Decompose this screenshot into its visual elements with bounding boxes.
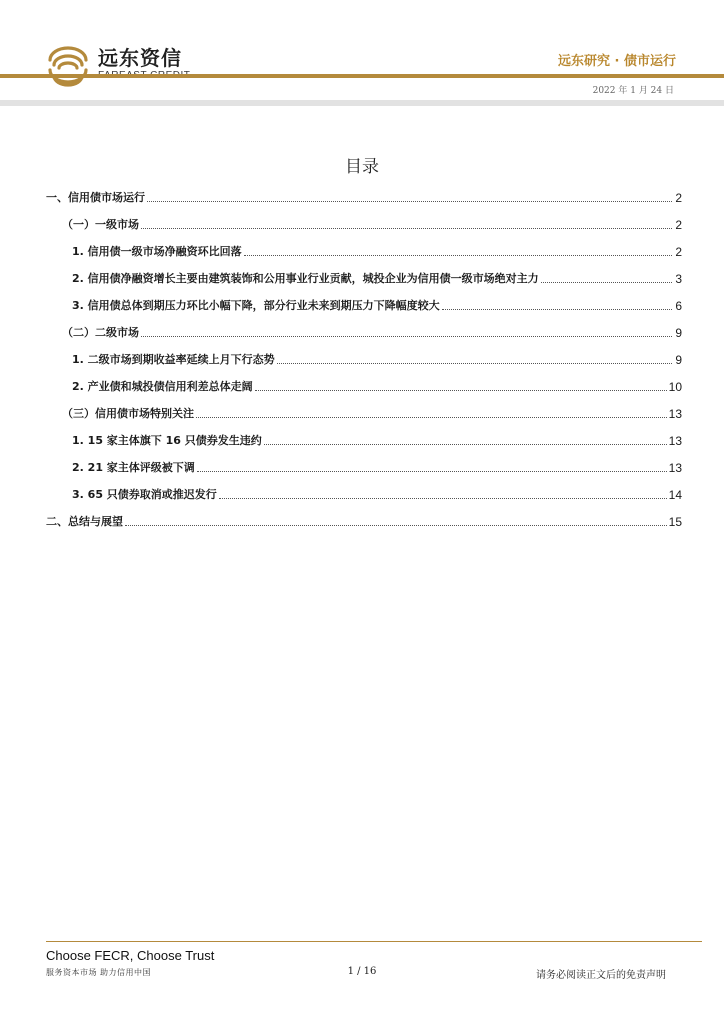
header-band [0,100,724,106]
toc-entry-page: 13 [668,407,682,421]
toc-entry[interactable] [46,450,682,477]
toc-leader [125,525,667,526]
toc-leader [277,363,672,364]
toc-entry[interactable] [46,207,682,234]
toc-entry-page: 9 [675,353,682,367]
toc-leader [197,471,667,472]
footer-slogan-english: Choose FECR, Choose Trust [46,948,215,963]
toc-entry-page: 2 [675,245,682,259]
toc-entry-page: 13 [668,461,682,475]
footer-slogan-chinese: 服务资本市场 助力信用中国 [46,968,152,977]
toc-leader [264,444,667,445]
page-number: 1 / 16 [347,966,377,977]
company-logo [44,40,190,88]
toc-entry-page: 9 [675,326,682,340]
toc-entry-label: 3. 信用债总体到期压力环比小幅下降，部分行业未来到期压力下降幅度较大 [72,299,440,312]
header-divider [0,74,724,78]
toc-entry-page: 10 [668,380,682,394]
toc-entry[interactable] [46,315,682,342]
toc-leader [141,336,672,337]
toc-entry-page: 14 [668,488,682,502]
toc-entry-label: 二、总结与展望 [46,515,123,528]
toc-entry[interactable] [46,342,682,369]
toc-entry-label: 2. 信用债净融资增长主要由建筑装饰和公用事业行业贡献，城投企业为信用债一级市场绝对主力 [72,272,539,285]
toc-leader [196,417,667,418]
toc-entry[interactable] [46,180,682,207]
toc-entry-label: 一、信用债市场运行 [46,191,145,204]
fareast-logo-icon [44,40,92,88]
toc-entry-label: 2. 21 家主体评级被下调 [72,461,195,474]
toc-entry-label: （一）一级市场 [62,218,139,231]
disclaimer-note: 请务必阅读正文后的免责声明 [536,970,666,981]
toc-entry-page: 2 [675,218,682,232]
toc-entry[interactable] [46,477,682,504]
table-of-contents [46,180,682,531]
toc-leader [244,255,672,256]
toc-entry[interactable] [46,423,682,450]
report-section: 远东研究 · 债市运行 [558,54,676,69]
toc-entry-label: 3. 65 只债券取消或推迟发行 [72,488,217,501]
toc-leader [219,498,667,499]
toc-entry-page: 6 [675,299,682,313]
toc-entry-label: （三）信用债市场特别关注 [62,407,194,420]
toc-entry-label: 2. 产业债和城投债信用利差总体走阔 [72,380,253,393]
toc-entry-page: 15 [668,515,682,529]
toc-leader [147,201,672,202]
toc-entry-label: 1. 二级市场到期收益率延续上月下行态势 [72,353,275,366]
toc-leader [442,309,672,310]
toc-entry-label: 1. 信用债一级市场净融资环比回落 [72,245,242,258]
toc-entry[interactable] [46,261,682,288]
toc-entry-page: 3 [675,272,682,286]
toc-leader [141,228,672,229]
toc-entry[interactable] [46,288,682,315]
toc-title: 目录 [345,157,379,177]
toc-entry[interactable] [46,369,682,396]
logo-chinese-name: 远东资信 [98,46,182,70]
toc-entry[interactable] [46,234,682,261]
toc-entry[interactable] [46,396,682,423]
toc-leader [541,282,672,283]
report-date: 2022 年 1 月 24 日 [592,86,674,96]
page-header [0,0,724,110]
toc-entry-page: 13 [668,434,682,448]
toc-entry-page: 2 [675,191,682,205]
footer-divider [46,941,702,942]
toc-leader [255,390,667,391]
toc-entry-label: 1. 15 家主体旗下 16 只债券发生违约 [72,434,262,447]
toc-entry-label: （二）二级市场 [62,326,139,339]
toc-entry[interactable] [46,504,682,531]
